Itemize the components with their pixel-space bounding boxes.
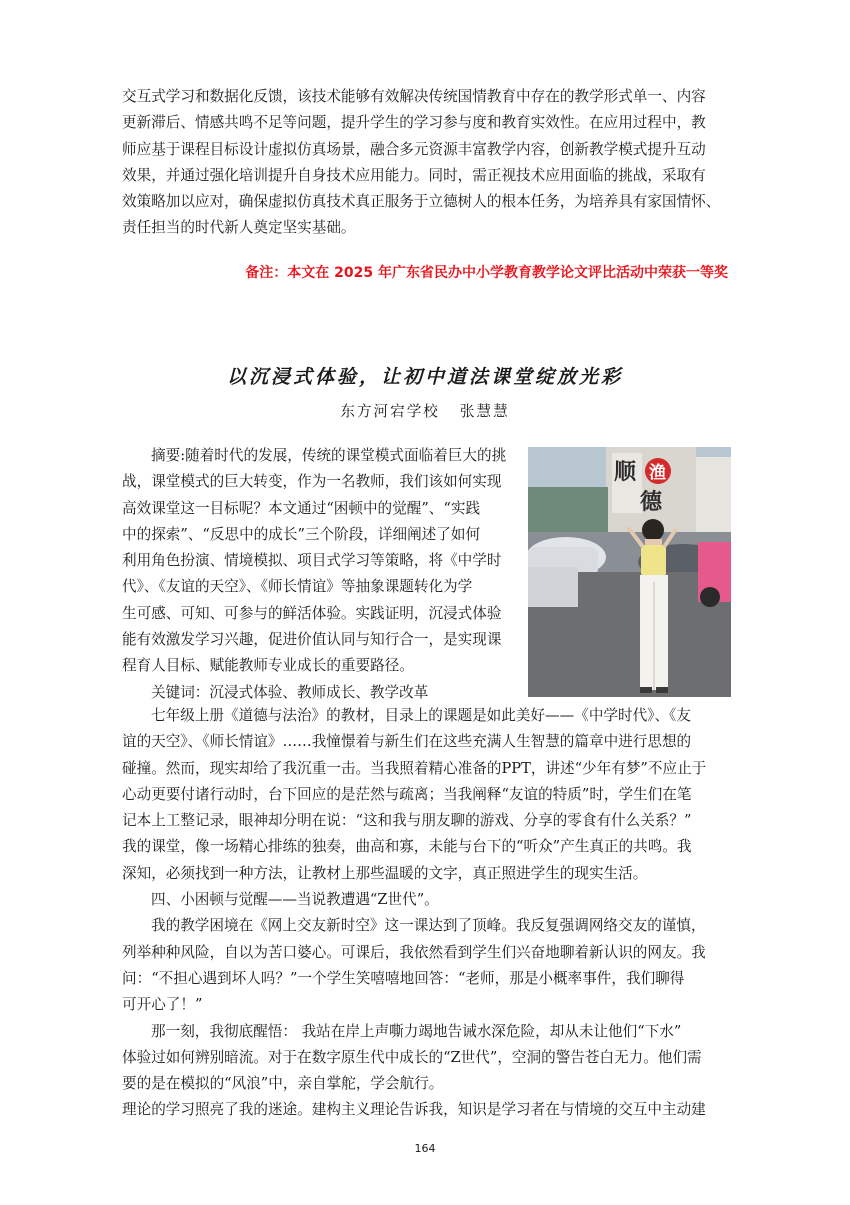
text-line: 效策略加以应对，确保虚拟仿真技术真正服务于立德树人的根本任务，为培养具有家国情怀、: [122, 193, 721, 211]
text-line: 我的课堂，像一场精心排练的独奏，曲高和寡，未能与台下的“听众”产生真正的共鸣。我: [122, 838, 692, 856]
text-line: 碰撞。然而，现实却给了我沉重一击。当我照着精心准备的PPT，讲述“少年有梦”不应止于: [122, 759, 707, 777]
abstract-line: 能有效激发学习兴趣，促进价值认同与知行合一，是实现课: [122, 631, 502, 649]
section-heading: 四、小困顿与觉醒——当说教遭遇“Z世代”。: [151, 891, 439, 909]
sign-character: 顺: [614, 459, 637, 485]
body-text: [122, 703, 730, 1124]
text-line: 交互式学习和数据化反馈，该技术能够有效解决传统国情教育中存在的教学形式单一、内容: [122, 88, 706, 105]
text-line: 那一刻，我彻底醒悟： 我站在岸上声嘶力竭地告诫水深危险，却从未让他们“下水”: [151, 1022, 682, 1040]
text-line: 问：“不担心遇到坏人吗？”一个学生笑嘻嘻地回答：“老师，那是小概率事件，我们聊得: [122, 969, 685, 987]
text-line: 心动更要付诸行动时，台下回应的是茫然与疏离；当我阐释“友谊的特质”时，学生们在笔: [122, 785, 692, 803]
abstract-line: 代》、《友谊的天空》、《师长情谊》等抽象课题转化为学: [122, 578, 473, 596]
text-line: 记本上工整记录，眼神却分明在说：“这和我与朋友聊的游戏、分享的零食有什么关系？”: [122, 812, 692, 830]
abstract-line: 程育人目标、赋能教师专业成长的重要路径。: [122, 657, 414, 675]
award-note: 备注：本文在 2025 年广东省民办中小学教育教学论文评比活动中荣获一等奖: [245, 265, 728, 281]
text-line: 更新滞后、情感共鸣不足等问题，提升学生的学习参与度和教育实效性。在应用过程中，教: [122, 114, 706, 132]
text-line: 列举种种风险，自以为苦口婆心。可课后，我依然看到学生们兴奋地聊着新认识的网友。我: [122, 943, 706, 961]
abstract-line: 战，课堂模式的巨大转变，作为一名教师，我们该如何实现: [122, 473, 502, 491]
photo-illustration: [528, 447, 731, 697]
abstract-line: 摘要:随着时代的发展，传统的课堂模式面临着巨大的挑: [151, 447, 507, 464]
text-line: 我的教学困境在《网上交友新时空》这一课达到了顶峰。我反复强调网络交友的谨慎，: [151, 917, 706, 935]
school-name: 东方河宕学校: [340, 403, 440, 420]
text-line: 体验过如何辨别暗流。对于在数字原生代中成长的“Z世代”，空洞的警告苍白无力。他们需: [122, 1048, 702, 1066]
text-line: 深知，必须找到一种方法，让教材上那些温暖的文字，真正照进学生的现实生活。: [122, 864, 648, 882]
sign-seal: 渔: [649, 463, 666, 483]
text-line: 理论的学习照亮了我的迷途。建构主义理论告诉我，知识是学习者在与情境的交互中主动建: [122, 1101, 706, 1119]
page-number: 164: [414, 1142, 436, 1155]
text-line: 可开心了！”: [122, 996, 203, 1014]
top-paragraph: [122, 84, 730, 242]
article-byline: [0, 400, 850, 421]
author-name: 张慧慧: [459, 403, 510, 420]
keywords: 关键词：沉浸式体验、教师成长、教学改革: [151, 683, 429, 701]
sign-character: 德: [640, 489, 663, 515]
text-line: 效果，并通过强化培训提升自身技术应用能力。同时，需正视技术应用面临的挑战，采取有: [122, 166, 706, 184]
article-title: 以沉浸式体验，让初中道法课堂绽放光彩: [226, 366, 623, 388]
text-line: 责任担当的时代新人奠定坚实基础。: [122, 219, 356, 237]
abstract: [122, 443, 514, 706]
abstract-line: 中的探索”、“反思中的成长”三个阶段，详细阐述了如何: [122, 525, 481, 543]
abstract-line: 高效课堂这一目标呢？本文通过“困顿中的觉醒”、“实践: [122, 499, 481, 517]
text-line: 七年级上册《道德与法治》的教材，目录上的课题是如此美好——《中学时代》、《友: [151, 707, 691, 724]
abstract-line: 生可感、可知、可参与的鲜活体验。实践证明，沉浸式体验: [122, 604, 502, 622]
text-line: 师应基于课程目标设计虚拟仿真场景，融合多元资源丰富教学内容，创新教学模式提升互动: [122, 140, 706, 158]
text-line: 谊的天空》、《师长情谊》……我憧憬着与新生们在这些充满人生智慧的篇章中进行思想的: [122, 733, 692, 751]
text-line: 要的是在模拟的“风浪”中，亲自掌舵，学会航行。: [122, 1075, 444, 1093]
author-photo: [528, 447, 731, 697]
abstract-line: 利用角色扮演、情境模拟、项目式学习等策略，将《中学时: [122, 552, 502, 570]
